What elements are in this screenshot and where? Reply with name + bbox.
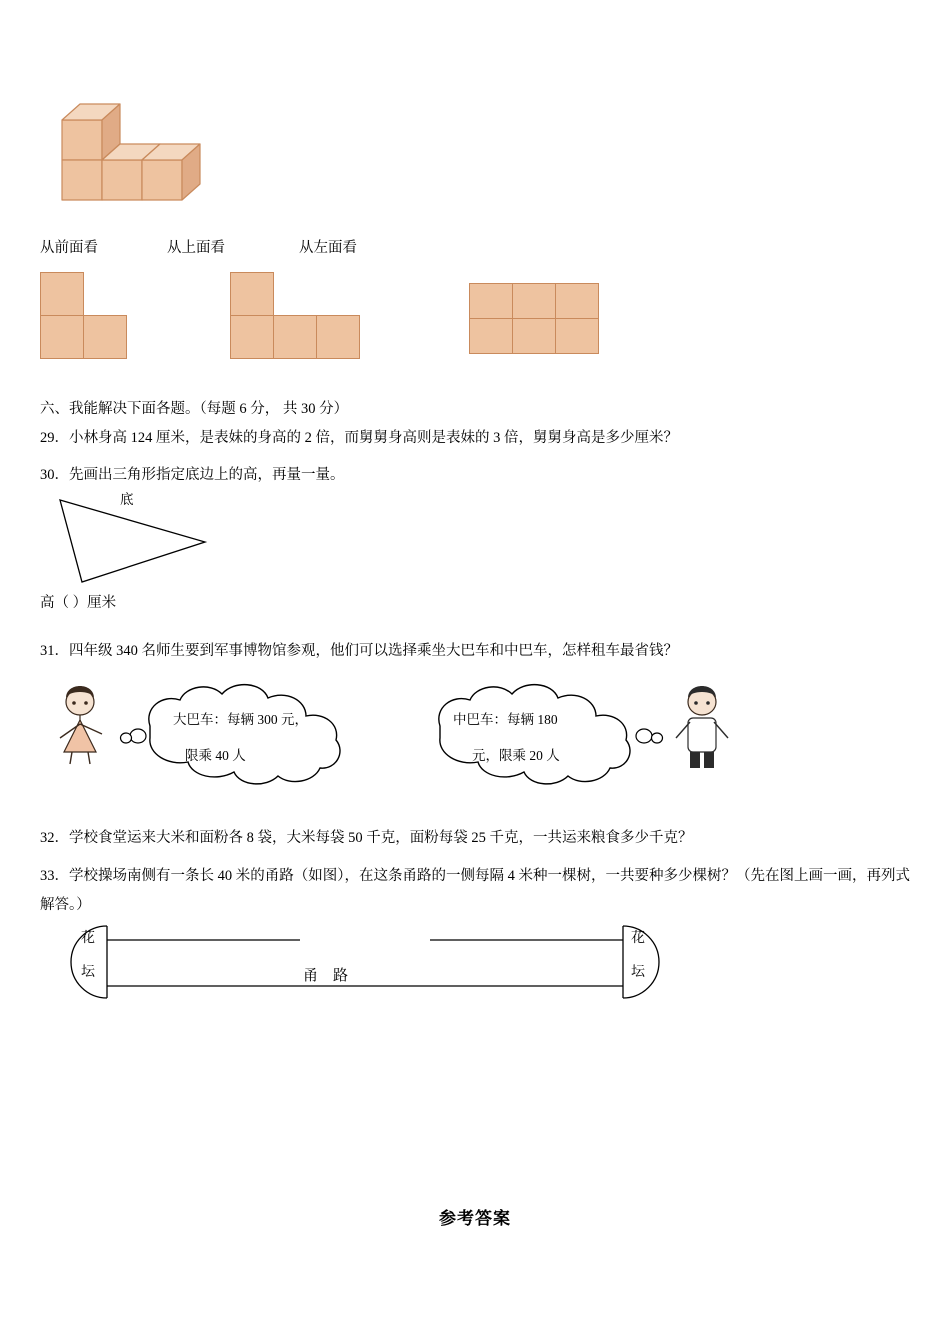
- cube-face: [555, 318, 599, 354]
- cube-face: [83, 315, 127, 359]
- cube-face: [469, 318, 513, 354]
- right-flowerbed-char-2: 坛: [631, 965, 645, 980]
- cube-face: [512, 283, 556, 319]
- road-figure: [45, 918, 685, 1008]
- bus-options-figure: [40, 668, 740, 798]
- cube-face: [512, 318, 556, 354]
- cloud-2-line-1: 中巴车：每辆 180: [453, 712, 558, 727]
- view-label-front: 从前面看: [40, 240, 98, 256]
- cube-face: [273, 315, 317, 359]
- question-33: 33．学校操场南侧有一条长 40 米的甬路（如图），在这条甬路的一侧每隔 4 米种一棵树，一共要种多少棵树？（先在图上画一画，再列式解答。）: [40, 868, 910, 913]
- right-flowerbed-char-1: 花: [631, 931, 645, 946]
- front-view-shape: [40, 272, 180, 362]
- left-flowerbed-char-1: 花: [81, 931, 95, 946]
- cube-face: [316, 315, 360, 359]
- three-d-block-figure: [40, 86, 230, 216]
- cube-face: [40, 272, 84, 316]
- height-answer-line: 高（ ）厘米: [40, 595, 117, 611]
- section-heading: 六、我能解决下面各题。（每题 6 分， 共 30 分）: [40, 401, 349, 417]
- road-center-label: 甬 路: [303, 968, 349, 984]
- triangle-figure: [40, 482, 270, 592]
- cloud-1-line-1: 大巴车：每辆 300 元，: [173, 712, 308, 727]
- cube-face: [40, 315, 84, 359]
- cube-face: [469, 283, 513, 319]
- answers-title: 参考答案: [439, 1209, 511, 1228]
- question-32: 32．学校食堂运来大米和面粉各 8 袋，大米每袋 50 千克，面粉每袋 25 千克，一共运来粮食多少千克？: [40, 830, 693, 846]
- top-view-shape: [230, 272, 410, 362]
- cube-face: [230, 272, 274, 316]
- left-flowerbed-char-2: 坛: [81, 965, 95, 980]
- question-31: 31．四年级 340 名师生要到军事博物馆参观，他们可以选择乘坐大巴车和中巴车，怎样租车最省钱？: [40, 643, 678, 659]
- cube-face: [230, 315, 274, 359]
- view-label-top: 从上面看: [167, 240, 225, 256]
- question-29: 29．小林身高 124 厘米，是表妹的身高的 2 倍，而舅舅身高则是表妹的 3 倍，舅舅身高是多少厘米？: [40, 430, 678, 446]
- question-30: 30．先画出三角形指定底边上的高，再量一量。: [40, 467, 345, 483]
- cube-face: [555, 283, 599, 319]
- triangle-base-label: 底: [120, 492, 134, 507]
- left-view-shape: [469, 283, 609, 363]
- cloud-1-line-2: 限乘 40 人: [185, 748, 246, 763]
- view-label-left: 从左面看: [299, 240, 357, 256]
- cloud-2-line-2: 元，限乘 20 人: [472, 748, 560, 763]
